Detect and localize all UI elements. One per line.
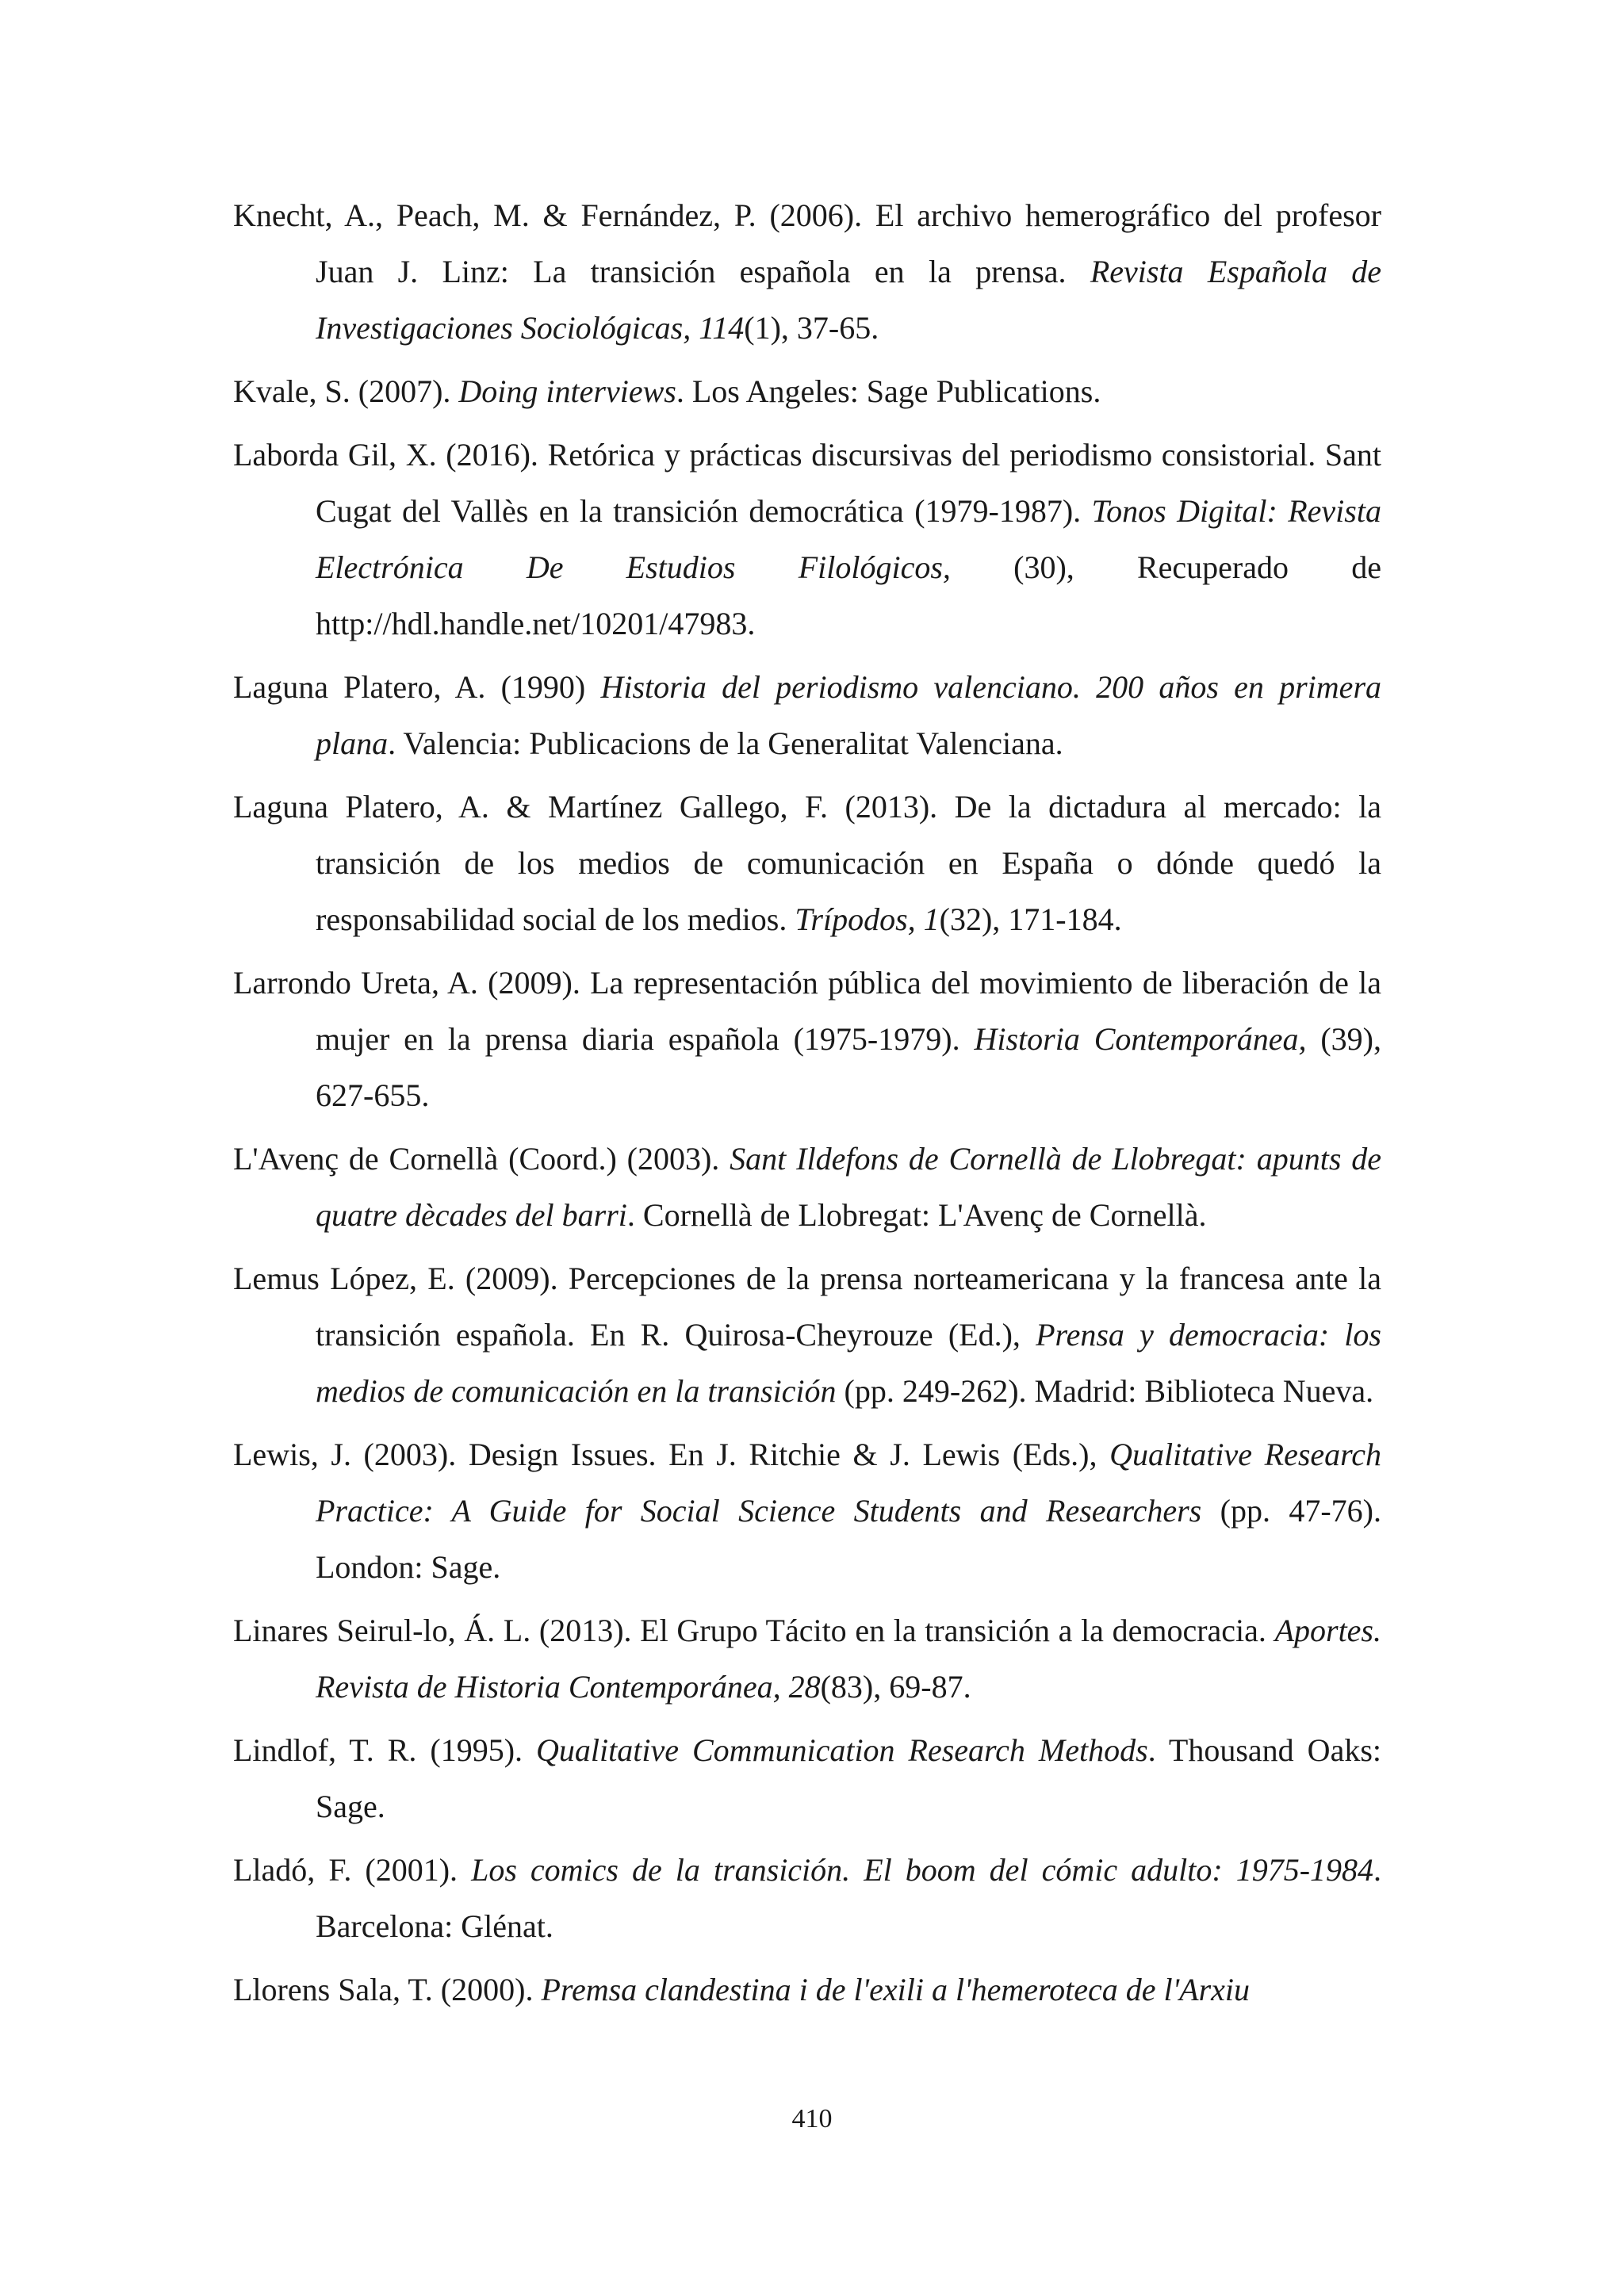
reference-italic-title: Historia Contemporánea, bbox=[974, 1021, 1307, 1057]
reference-text: Larrondo Ureta, A. (2009). La representación pública del movimiento de liberación de la mujer en la prensa diaria española (1975-1979). bbox=[233, 965, 1381, 1057]
reference-text: (pp. 249-262). Madrid: Biblioteca Nueva. bbox=[836, 1373, 1374, 1409]
reference-entry bbox=[233, 427, 1381, 652]
reference-text: Lladó, F. (2001). bbox=[233, 1852, 472, 1888]
reference-entry bbox=[233, 1602, 1381, 1715]
reference-text: Linares Seirul-lo, Á. L. (2013). El Grupo Tácito en la transición a la democracia. bbox=[233, 1613, 1275, 1648]
reference-italic-title: Premsa clandestina i de l'exili a l'hemeroteca de l'Arxiu bbox=[541, 1972, 1251, 2007]
reference-text: Lewis, J. (2003). Design Issues. En J. Ritchie & J. Lewis (Eds.), bbox=[233, 1437, 1110, 1472]
reference-text: Kvale, S. (2007). bbox=[233, 373, 459, 409]
reference-text: Laguna Platero, A. & Martínez Gallego, F. (2013). De la dictadura al mercado: la transición de los medios de comunicación en España o dónde quedó la responsabilidad social de los medios. bbox=[233, 789, 1381, 937]
reference-text: Lindlof, T. R. (1995). bbox=[233, 1732, 537, 1768]
reference-entry bbox=[233, 1131, 1381, 1243]
reference-italic-title: Doing interviews bbox=[458, 373, 676, 409]
reference-italic-title: Sant Ildefons de Cornellà de Llobregat: apunts de quatre dècades del barri bbox=[316, 1141, 1382, 1233]
reference-text: . Barcelona: Glénat. bbox=[316, 1852, 1382, 1944]
reference-text: (pp. 47-76). London: Sage. bbox=[316, 1493, 1381, 1585]
reference-italic-title: Aportes. Revista de Historia Contemporánea, 28 bbox=[316, 1613, 1381, 1705]
reference-text: (83), 69-87. bbox=[820, 1669, 971, 1705]
reference-italic-title: Qualitative Research Practice: A Guide for Social Science Students and Researchers bbox=[316, 1437, 1382, 1529]
reference-text: . Thousand Oaks: Sage. bbox=[316, 1732, 1382, 1824]
reference-list bbox=[233, 187, 1381, 2025]
reference-italic-title: Prensa y democracia: los medios de comunicación en la transición bbox=[316, 1317, 1381, 1409]
reference-text: (1), 37-65. bbox=[744, 310, 879, 346]
reference-text: Laguna Platero, A. (1990) bbox=[233, 669, 601, 705]
reference-entry bbox=[233, 1426, 1381, 1595]
reference-italic-title: Tonos Digital: Revista Electrónica De Estudios Filológicos, bbox=[316, 493, 1381, 585]
page-number: 410 bbox=[791, 2104, 833, 2133]
reference-italic-title: Los comics de la transición. El boom del cómic adulto: 1975-1984 bbox=[471, 1852, 1374, 1888]
reference-text: Lemus López, E. (2009). Percepciones de la prensa norteamericana y la francesa ante la transición española. En R. Quirosa-Cheyrouze (Ed.), bbox=[233, 1261, 1381, 1353]
reference-text: Llorens Sala, T. (2000). bbox=[233, 1972, 542, 2007]
reference-entry bbox=[233, 659, 1381, 771]
reference-text: . Cornellà de Llobregat: L'Avenç de Cornellà. bbox=[626, 1197, 1207, 1233]
reference-italic-title: Historia del periodismo valenciano. 200 años en primera plana bbox=[316, 669, 1382, 761]
reference-text: Laborda Gil, X. (2016). Retórica y prácticas discursivas del periodismo consistorial. Sant Cugat del Vallès en la transición democrática (1979-1987). bbox=[233, 437, 1381, 529]
reference-entry bbox=[233, 779, 1381, 947]
reference-text: (39), 627-655. bbox=[316, 1021, 1381, 1113]
reference-entry bbox=[233, 363, 1381, 419]
reference-italic-title: Trípodos, 1 bbox=[795, 901, 940, 937]
reference-entry bbox=[233, 1842, 1381, 1954]
reference-text: . Los Angeles: Sage Publications. bbox=[676, 373, 1101, 409]
reference-entry bbox=[233, 187, 1381, 356]
reference-entry bbox=[233, 1961, 1381, 2018]
reference-entry bbox=[233, 1722, 1381, 1835]
reference-text: (30), Recuperado de http://hdl.handle.net/10201/47983. bbox=[316, 549, 1381, 641]
reference-entry bbox=[233, 955, 1381, 1123]
reference-text: L'Avenç de Cornellà (Coord.) (2003). bbox=[233, 1141, 730, 1177]
reference-text: (32), 171-184. bbox=[939, 901, 1122, 937]
reference-italic-title: Qualitative Communication Research Methods bbox=[536, 1732, 1148, 1768]
reference-entry bbox=[233, 1250, 1381, 1419]
reference-text: Knecht, A., Peach, M. & Fernández, P. (2006). El archivo hemerográfico del profesor Juan J. Linz: La transición española en la prensa. bbox=[233, 197, 1381, 289]
reference-italic-title: Revista Española de Investigaciones Sociológicas, 114 bbox=[316, 254, 1381, 346]
reference-text: . Valencia: Publicacions de la Generalitat Valenciana. bbox=[388, 725, 1063, 761]
